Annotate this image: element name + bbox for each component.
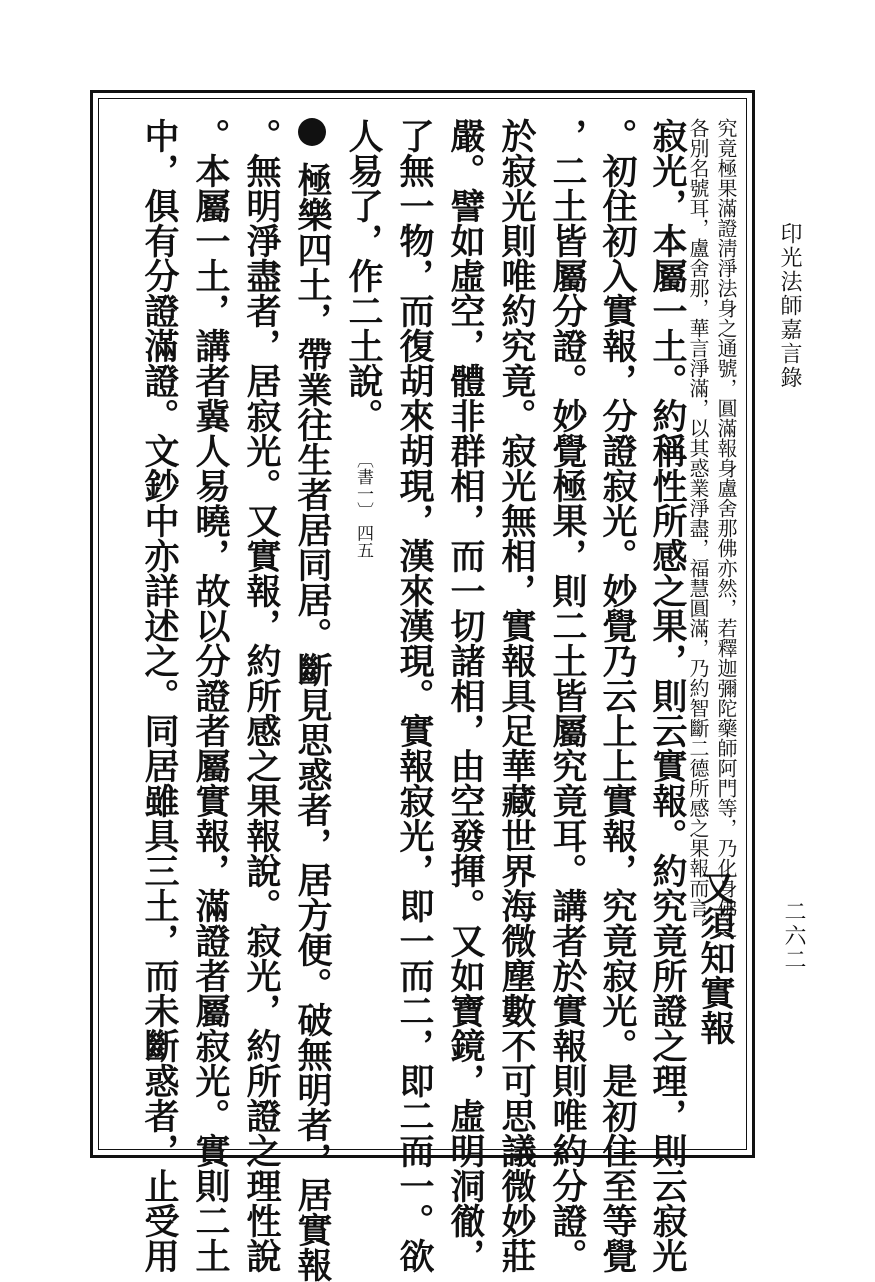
note-line-1: 究竟極果滿證淸淨法身之通號，圓滿報身盧舍那佛亦然，若釋迦彌陀藥師阿門等，乃化身佛之 (714, 118, 738, 938)
main-line-7-text: 人易了，作二土說。 (343, 118, 384, 433)
paragraph-bullet-icon (298, 118, 326, 146)
source-annotation-book: ︹書一︺ (353, 451, 373, 520)
page-number: 二六二 (781, 900, 806, 972)
main-line-7 (338, 118, 388, 1138)
main-line-2: 。初住初入實報，分證寂光。妙覺乃云上上實報，究竟寂光。是初住至等覺 (597, 118, 638, 1273)
main-line-8 (287, 118, 337, 1282)
main-line-5: 嚴。譬如虛空，體非群相，而一切諸相，由空發揮。又如寶鏡，虛明洞徹， (445, 118, 486, 1273)
main-line-1: 寂光，本屬一土。約稱性所感之果，則云實報。約究竟所證之理，則云寂光 (647, 118, 688, 1273)
main-line-3: ，二土皆屬分證。妙覺極果，則二土皆屬究竟耳。講者於實報則唯約分證。 (547, 118, 588, 1273)
main-line-6: 了無一物，而復胡來胡現，漢來漢現。實報寂光，即一而二，即二而一。欲 (394, 118, 435, 1273)
source-annotation (354, 451, 372, 558)
main-line-9: 。無明淨盡者，居寂光。又實報，約所感之果報說。寂光，約所證之理性說 (241, 118, 282, 1273)
main-line-11: 中，俱有分證滿證。文鈔中亦詳述之。同居雖具三土，而未斷惑者，止受用 (139, 118, 180, 1273)
main-line-4: 於寂光則唯約究竟。寂光無相，實報具足華藏世界海微塵數不可思議微妙莊 (496, 118, 537, 1273)
main-line-10: 。本屬一土，講者冀人易曉，故以分證者屬實報，滿證者屬寂光。實則二土 (190, 118, 231, 1273)
running-header-title: 印光法師嘉言錄 (777, 222, 802, 390)
note-line-2: 各別名號耳，盧舍那，華言淨滿，以其惑業淨盡，福慧圓滿，乃約智斷二德所感之果報而言。 (686, 118, 710, 938)
main-line-8-text: 極樂四土，帶業往生者居同居。斷見思惑者，居方便。破無明者，居實報 (292, 162, 333, 1282)
source-annotation-number: 四五 (353, 524, 373, 559)
main-line-0: 又須知實報 (695, 870, 736, 1045)
